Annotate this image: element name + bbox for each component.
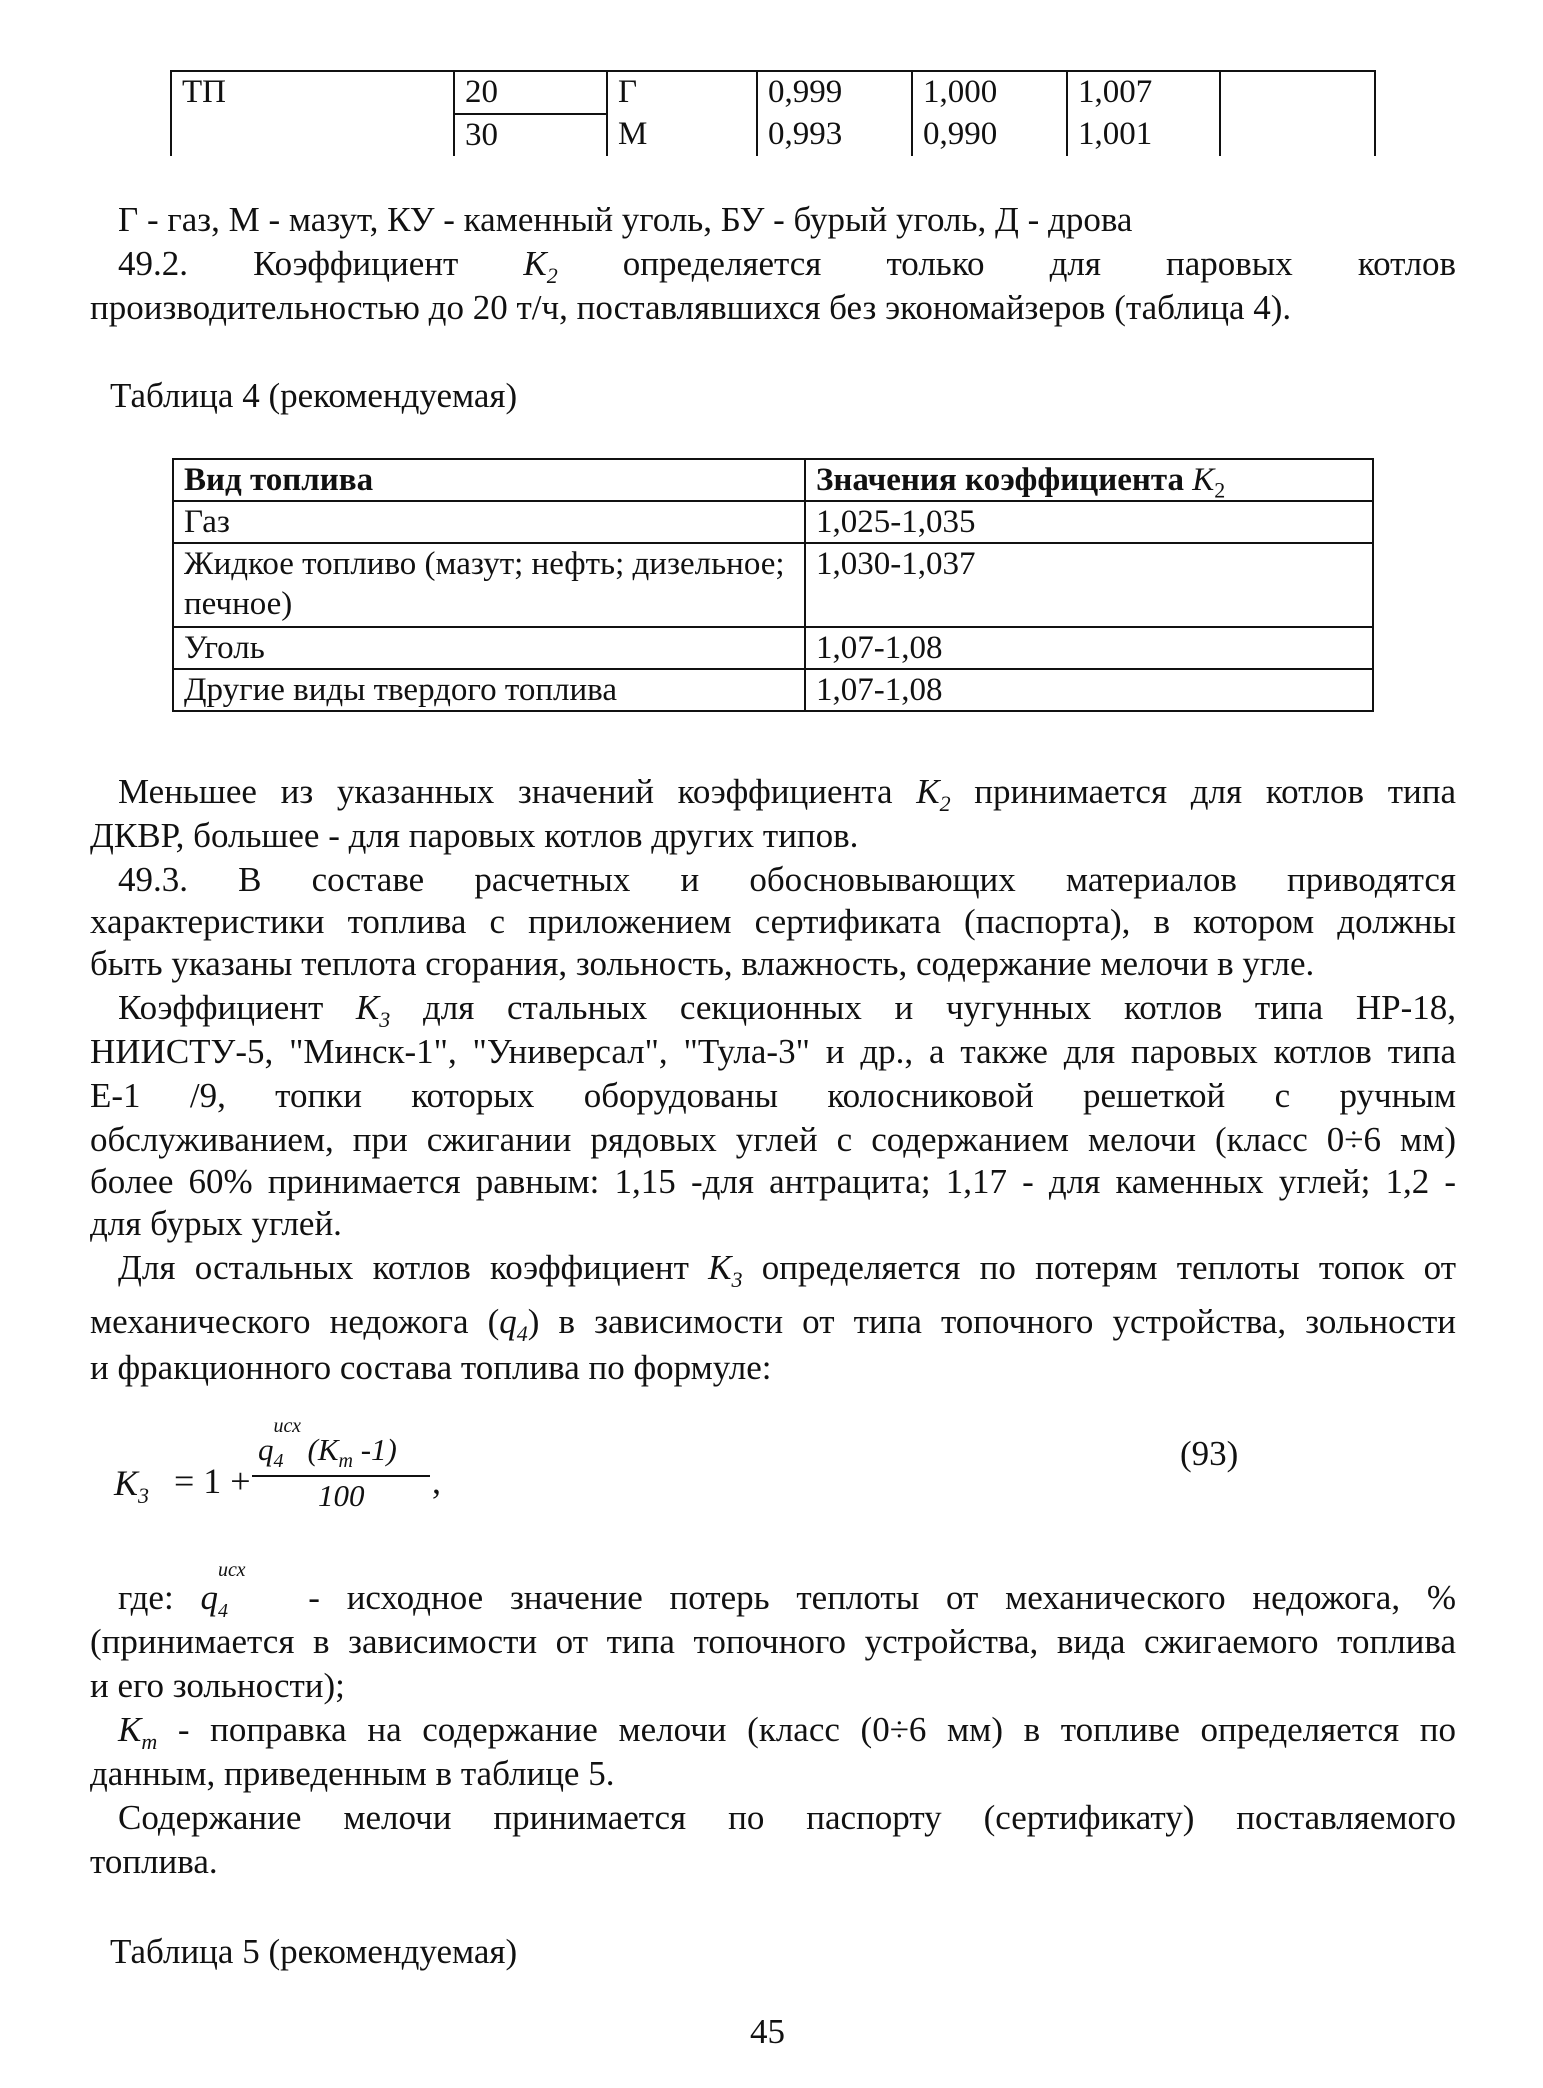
paragraph-49-3-line1: 49.3. В составе расчетных и обосновывающих материалов приводятся [118,860,1456,899]
formula-number: (93) [1180,1434,1239,1473]
table-cell [1220,71,1375,114]
paragraph-49-2-line1 [118,242,1457,288]
table-row [173,543,1373,627]
table-cell: 1,000 [912,71,1067,114]
table-cell: Другие виды твердого топлива [173,669,805,711]
clause-number: 49.2. [118,244,188,283]
table5-caption: Таблица 5 (рекомендуемая) [110,1932,518,1971]
table-row [173,627,1373,669]
table-cell [1220,114,1375,156]
table-row [173,669,1373,711]
table4 [172,458,1374,712]
table-cell: 20 [454,71,607,114]
formula-lhs: $K_3$ [114,1463,150,1509]
table-cell: М [607,114,757,156]
where-line3: и его зольности); [90,1666,345,1705]
table-row [173,501,1373,543]
paragraph-k2-note-line2: ДКВР, большее - для паровых котлов других типов. [90,816,859,855]
table-cell: Уголь [173,627,805,669]
paragraph-rest-line1: Для остальных котлов коэффициент $K_3$ определяется по потерям теплоты топок от [118,1248,1457,1292]
paragraph-49-2-line2: производительностью до 20 т/ч, поставлявшихся без экономайзеров (таблица 4). [90,288,1292,327]
table4-caption: Таблица 4 (рекомендуемая) [110,376,518,415]
table-header-row [173,459,1373,501]
paragraph-k3-line1: Коэффициент $K_3$ для стальных секционных и чугунных котлов типа НР-18, [118,988,1456,1032]
formula-comma: , [432,1461,441,1501]
table-cell: 30 [454,114,607,156]
k2-symbol: $K_2$ [523,244,558,288]
header-value: Значения коэффициента $K_2$ [805,459,1373,501]
formula-eq: = 1 + [174,1461,251,1501]
content-line1: Содержание мелочи принимается по паспорту (сертификату) поставляемого [118,1798,1456,1837]
table-cell: ТП [171,71,454,156]
text: паровых [1166,244,1293,283]
table-cell: 0,990 [912,114,1067,156]
where-line2: (принимается в зависимости от типа топочного устройства, вида сжигаемого топлива [90,1622,1456,1661]
paragraph-49-3-line3: быть указаны теплота сгорания, зольность, влажность, содержание мелочи в угле. [90,944,1315,983]
table-cell: 1,07-1,08 [805,627,1373,669]
paragraph-k3-line5: более 60% принимается равным: 1,15 -для антрацита; 1,17 - для каменных углей; 1,2 - [90,1162,1456,1201]
paragraph-49-3-line2: характеристики топлива с приложением сертификата (паспорта), в котором должны [90,902,1456,941]
text: для [1049,244,1101,283]
where-line4: $K_m$ - поправка на содержание мелочи (класс (0÷6 мм) в топливе определяется по [118,1710,1456,1754]
text: Коэффициент [253,244,459,283]
paragraph-k3-line3: Е-1 /9, топки которых оборудованы колосниковой решеткой с ручным [90,1076,1456,1115]
formula-numerator: q исх $_4$ ($K_m$ -1) [258,1415,397,1473]
text: определяется [622,244,822,283]
page-number: 45 [750,2012,785,2051]
where-line1: где: q исх $_4$ - исходное значение потерь теплоты от механического недожога, % [118,1559,1457,1622]
table-cell: 1,07-1,08 [805,669,1373,711]
text: только [886,244,985,283]
paragraph-rest-line3: и фракционного состава топлива по формуле: [90,1348,772,1387]
table-cell: 1,025-1,035 [805,501,1373,543]
table-cell: 1,030-1,037 [805,543,1373,627]
table-cell: Г [607,71,757,114]
paragraph-rest-line2: механического недожога $(q_4)$ в зависимости от типа топочного устройства, зольности [90,1302,1457,1346]
table-row [171,71,1375,114]
paragraph-k2-note-line1: Меньшее из указанных значений коэффициента $K_2$ принимается для котлов типа [118,772,1457,816]
fuel-legend: Г - газ, М - мазут, КУ - каменный уголь, БУ - бурый уголь, Д - дрова [118,200,1133,239]
table-cell: Жидкое топливо (мазут; нефть; дизельное; печное) [173,543,805,627]
table-cell: 0,999 [757,71,912,114]
table-cell: Газ [173,501,805,543]
text: котлов [1357,244,1457,283]
formula-denominator: 100 [318,1478,365,1513]
content-line2: топлива. [90,1842,218,1881]
fuel-coefficient-table-fragment [170,70,1376,156]
where-line5: данным, приведенным в таблице 5. [90,1754,615,1793]
paragraph-k3-line2: НИИСТУ-5, "Минск-1", "Универсал", "Тула-3" и др., а также для паровых котлов типа [90,1032,1456,1071]
paragraph-k3-line4: обслуживанием, при сжигании рядовых углей с содержанием мелочи (класс 0÷6 мм) [90,1120,1456,1159]
paragraph-k3-line6: для бурых углей. [90,1204,342,1243]
table-cell: 1,007 [1067,71,1220,114]
fraction-bar [252,1475,430,1477]
header-fuel: Вид топлива [173,459,805,501]
table-cell: 0,993 [757,114,912,156]
table-cell: 1,001 [1067,114,1220,156]
